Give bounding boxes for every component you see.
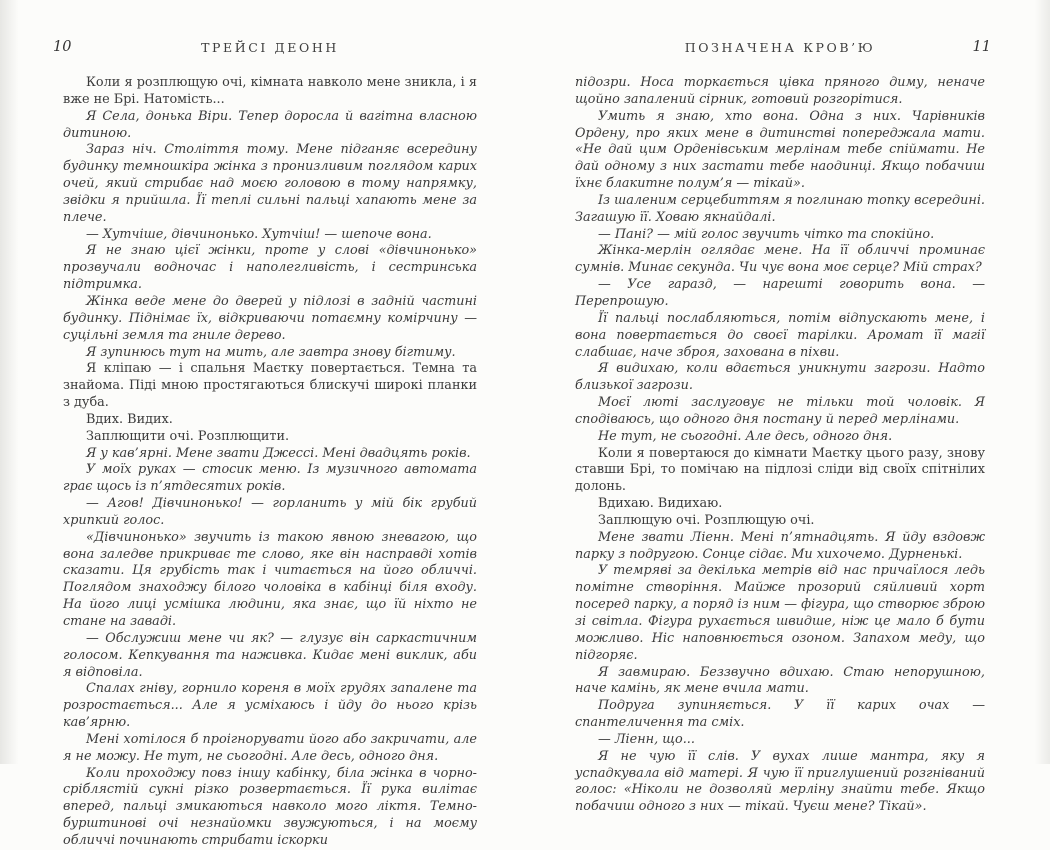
page-edge-shadow-right: [1032, 0, 1050, 764]
page-body-right: [575, 75, 985, 816]
paragraph: Я не чую її слів. У вухах лише мантра, яку я успадкувала від матері. Я чую її приглушений розгніваний голос: «Ніколи не дозволяй мерліну знайти тебе. Якщо побачиш одного з них — тікай. Чуєш мене? Тікай».: [575, 748, 985, 815]
paragraph: Подруга зупиняється. У її карих очах — спантеличення та сміх.: [575, 698, 985, 731]
page-number-left: 10: [53, 39, 72, 55]
paragraph: Вдих. Видих.: [86, 411, 173, 427]
page-number-right: 11: [972, 39, 991, 55]
paragraph: Із шаленим серцебиттям я поглинаю топку всередині. Загашую її. Ховаю якнайдалі.: [575, 192, 985, 225]
paragraph: Я завмираю. Беззвучно вдихаю. Стаю непорушною, наче камінь, як мене вчила мати.: [575, 664, 985, 697]
paragraph: Я видихаю, коли вдається уникнути загрози. Надто близької загрози.: [575, 361, 985, 394]
paragraph: підозри. Носа торкається цівка пряного диму, неначе щойно запалений сірник, готовий розгорітися.: [575, 75, 985, 107]
paragraph: Заплющити очі. Розплющити.: [86, 428, 290, 444]
paragraph: Коли я повертаюся до кімнати Маєтку цього разу, знову ставши Брі, то помічаю на підлозі сліди від своїх спітнілих долонь.: [575, 445, 985, 495]
running-header-title: ПОЗНАЧЕНА КРОВ’Ю: [684, 40, 876, 55]
paragraph: Умить я знаю, хто вона. Одна з них. Чарівників Ордену, про яких мене в дитинстві попереджала мати. «Не дай цим Орденівським мерлінам тебе спіймати. Не дай одному з них застати тебе наодинці. Якщо побачиш їхнє блакитне полум’я — тікай».: [575, 108, 985, 192]
paragraph: — Пані? — мій голос звучить чітко та спокійно.: [598, 226, 935, 242]
paragraph: — Хутчіше, дівчинонько. Хутчіш! — шепоче вона.: [86, 226, 432, 242]
paragraph: Не тут, не сьогодні. Але десь, одного дня.: [598, 428, 893, 444]
paragraph: Я не знаю цієї жінки, проте у слові «дівчинонько» прозвучали водночас і наполегливість, і сестринська підтримка.: [63, 243, 477, 293]
running-head-left: [53, 39, 477, 56]
paragraph: Я зупинюсь тут на мить, але завтра знову бігтиму.: [86, 344, 456, 360]
paragraph: — Обслужиш мене чи як? — глузує він саркастичним голосом. Кепкування та наживка. Кидає мені виклик, аби я відповіла.: [63, 630, 477, 680]
page-edge-shadow-left: [0, 0, 22, 764]
paragraph: Я кліпаю — і спальня Маєтку повертається. Темна та знайома. Піді мною простягаються блискучі широкі планки з дуба.: [63, 361, 477, 411]
paragraph: — Усе гаразд, — нарешті говорить вона. — Перепрошую.: [575, 277, 985, 309]
paragraph: У темряві за декілька метрів від нас причаїлося ледь помітне створіння. Майже прозорий сяйливий хорт посеред парку, а поряд із ним — фігура, що створює зброю зі світла. Фігура рухається швидше, ніж це мало б бути можливо. Ніс наповнюється озоном. Запахом меду, що підгоряє.: [575, 563, 985, 663]
paragraph: Жінка-мерлін оглядає мене. На її обличчі проминає сумнів. Минає секунда. Чи чує вона моє серце? Мій страх?: [575, 243, 985, 276]
paragraph: «Дівчинонько» звучить із такою явною зневагою, що вона заледве прикриває те слово, яке він насправді хотів сказати. Ця грубість так і читається на його обличчі. Поглядом знаходжу білого чоловіка в кабінці біля входу. На його лиці усмішка людини, яка знає, що їй ніхто не стане на заваді.: [63, 529, 477, 629]
paragraph: Мене звати Ліенн. Мені п’ятнадцять. Я йду вздовж парку з подругою. Сонце сідає. Ми хихочемо. Дурненькі.: [575, 529, 985, 562]
paragraph: Вдихаю. Видихаю.: [598, 496, 723, 512]
paragraph: Зараз ніч. Століття тому. Мене підганяє всередину будинку темношкіра жінка з пронизливим поглядом карих очей, який стрибає над моєю головою в тому напрямку, звідки я прийшла. Її теплі сильні пальці хапають мене за плече.: [63, 142, 477, 225]
paragraph: Коли я розплющую очі, кімната навколо мене зникла, і я вже не Брі. Натомість...: [63, 75, 477, 107]
paragraph: Її пальці послабляються, потім відпускають мене, і вона повертається до своєї тарілки. Аромат її магії слабшає, наче зброя, захована в піхви.: [575, 310, 985, 360]
paragraph: Я у кав’ярні. Мене звати Джессі. Мені двадцять років.: [86, 445, 471, 461]
paragraph: Заплющую очі. Розплющую очі.: [598, 512, 815, 528]
page-body-left: [63, 75, 477, 850]
paragraph: Моєї люті заслуговує не тільки той чоловік. Я сподіваюсь, що одного дня постану й перед мерлінами.: [575, 395, 985, 427]
paragraph: — Агов! Дівчинонько! — горланить у мій бік грубий хрипкий голос.: [63, 496, 477, 528]
paragraph: Жінка веде мене до дверей у підлозі в задній частині будинку. Піднімає їх, відкриваючи потаємну комірчину — суцільні земля та гниле дерево.: [63, 293, 477, 343]
paragraph: — Ліенн, що...: [598, 731, 695, 747]
paragraph: Спалах гніву, горнило кореня в моїх грудях запалене та розростається... Але я усміхаюсь і йду до нього крізь кав’ярню.: [63, 681, 477, 731]
running-head-right: [575, 39, 991, 56]
paragraph: Мені хотілося б проігнорувати його або закричати, але я не можу. Не тут, не сьогодні. Але десь, одного дня.: [63, 731, 477, 764]
running-header-author: ТРЕЙСІ ДЕОНН: [201, 40, 339, 55]
page-right: [575, 39, 991, 816]
page-left: [53, 39, 477, 850]
paragraph: У моїх руках — стосик меню. Із музичного автомата грає щось із п’ятдесятих років.: [63, 462, 477, 495]
paragraph: Коли проходжу повз іншу кабінку, біла жінка в чорно-сріблястій сукні різко розвертається. Її рука вилітає вперед, пальці змикаються навколо мого ліктя. Темно-бурштинові очі незнайомки звужуються, і на моєму обличчі починають стрибати іскорки: [63, 765, 477, 848]
paragraph: Я Села, донька Віри. Тепер доросла й вагітна власною дитиною.: [63, 108, 477, 141]
